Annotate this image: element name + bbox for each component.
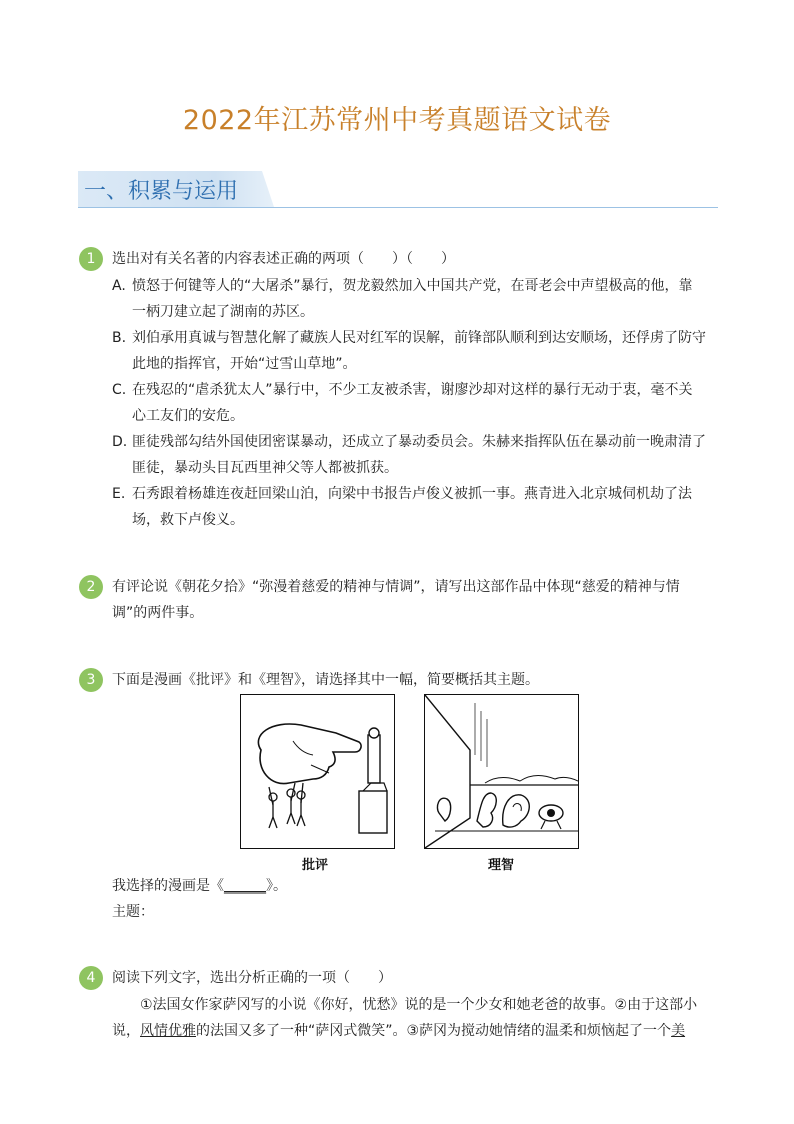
comic-criticism-drawing	[241, 695, 394, 848]
question-2-line-2: 调”的两件事。	[112, 605, 204, 621]
option-b-line-1: 刘伯承用真诚与智慧化解了藏族人民对红军的误解，前锋部队顺利到达安顺场，还俘虏了防守	[132, 330, 706, 346]
option-key: E.	[112, 486, 126, 502]
option-key: C.	[112, 382, 127, 398]
choice-prefix: 我选择的漫画是《	[112, 878, 224, 894]
underlined-phrase: 风情优雅	[140, 1023, 196, 1039]
comic-reason-drawing	[425, 695, 578, 848]
option-d-line-1: 匪徒残部勾结外国使团密谋暴动，还成立了暴动委员会。朱赫来指挥队伍在暴动前一晚肃清了	[132, 434, 706, 450]
option-d-line-2: 匪徒，暴动头目瓦西里神父等人都被抓获。	[132, 460, 398, 476]
option-key: D.	[112, 434, 128, 450]
section-header	[78, 171, 718, 209]
option-e-line-1: 石秀跟着杨雄连夜赶回梁山泊，向梁中书报告卢俊义被抓一事。燕青进入北京城伺机劫了法	[132, 486, 692, 502]
option-c-line-1: 在残忍的“虐杀犹太人”暴行中，不少工友被杀害，谢廖沙却对这样的暴行无动于衷，毫不关	[132, 382, 693, 398]
option-c-line-2: 心工友们的安危。	[132, 408, 244, 424]
option-e-line-2: 场，救下卢俊义。	[132, 512, 244, 528]
section-title: 一、积累与运用	[84, 179, 239, 204]
question-3-stem: 下面是漫画《批评》和《理智》，请选择其中一幅，简要概括其主题。	[112, 672, 539, 688]
passage-line-2	[112, 1021, 685, 1041]
option-b-line-2: 此地的指挥官，开始“过雪山草地”。	[132, 356, 357, 372]
comic-reason	[424, 694, 579, 849]
option-key: A.	[112, 278, 126, 294]
option-a-line-2: 一柄刀建立起了湖南的苏区。	[132, 304, 314, 320]
page-title: 2022年江苏常州中考真题语文试卷	[182, 105, 612, 136]
question-number-badge: 3	[79, 668, 103, 692]
question-number-badge: 4	[79, 966, 103, 990]
comic-caption-criticism: 批评	[302, 858, 329, 873]
section-header-rule	[78, 207, 718, 208]
passage-text: 说，	[112, 1023, 140, 1039]
question-number-badge: 1	[79, 247, 103, 271]
passage-line-1: ①法国女作家萨冈写的小说《你好，忧愁》说的是一个少女和她老爸的故事。②由于这部小	[140, 997, 698, 1013]
question-1-stem: 选出对有关名著的内容表述正确的两项（ ）（ ）	[112, 251, 455, 267]
option-a-line-1: 愤怒于何键等人的“大屠杀”暴行，贺龙毅然加入中国共产党，在哥老会中声望极高的他，靠	[132, 278, 693, 294]
theme-label: 主题：	[112, 904, 154, 920]
underlined-phrase: 美	[671, 1023, 686, 1039]
choice-line	[112, 876, 287, 896]
question-2-line-1: 有评论说《朝花夕拾》“弥漫着慈爱的精神与情调”，请写出这部作品中体现“慈爱的精神与情	[112, 579, 680, 595]
choice-blank[interactable]: ______	[224, 878, 266, 894]
comic-criticism	[240, 694, 395, 849]
question-number-badge: 2	[79, 575, 103, 599]
option-key: B.	[112, 330, 127, 346]
passage-text: 的法国又多了一种“萨冈式微笑”。③萨冈为搅动她情绪的温柔和烦恼起了一个	[196, 1023, 672, 1039]
choice-suffix: 》。	[266, 878, 287, 894]
question-4-stem: 阅读下列文字，选出分析正确的一项（ ）	[112, 970, 392, 986]
comic-caption-reason: 理智	[488, 858, 515, 873]
